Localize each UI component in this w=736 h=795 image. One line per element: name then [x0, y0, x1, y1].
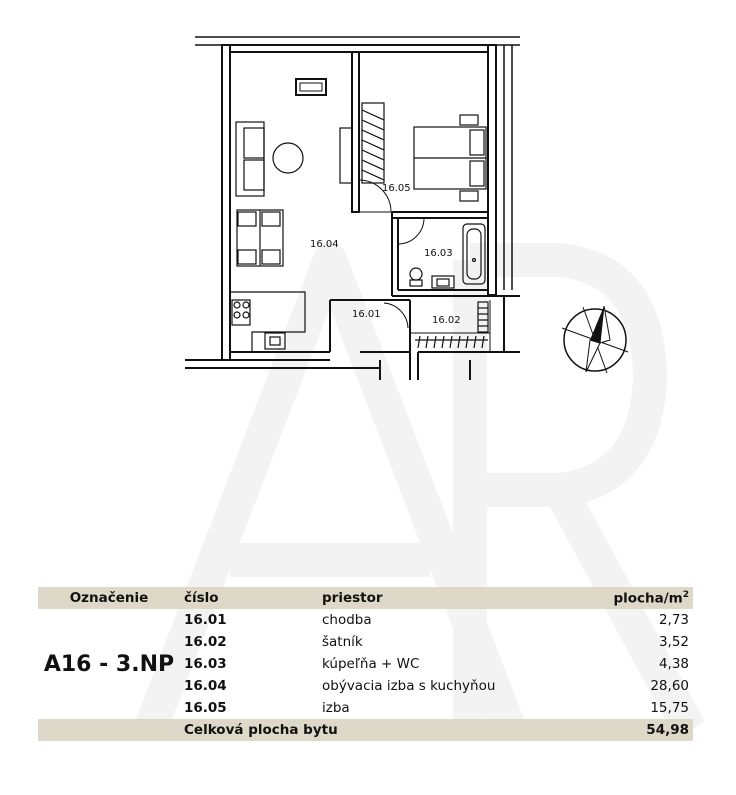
room-name: chodba	[322, 612, 372, 628]
room-number: 16.02	[184, 634, 227, 650]
header-oznacenie: Označenie	[38, 587, 180, 609]
room-name: šatník	[322, 634, 363, 650]
header-priestor: priestor	[318, 587, 575, 609]
room-number: 16.04	[184, 678, 227, 694]
compass-icon	[562, 306, 628, 373]
total-spacer	[38, 719, 180, 741]
room-area: 3,52	[658, 634, 689, 650]
table-row	[38, 609, 693, 631]
header-plocha	[575, 587, 693, 609]
room-label-16-02: 16.02	[432, 315, 461, 326]
room-name: kúpeľňa + WC	[322, 656, 420, 672]
room-label-16-05: 16.05	[382, 183, 411, 194]
room-label-16-03: 16.03	[424, 248, 453, 259]
room-label-16-01: 16.01	[352, 309, 381, 320]
room-label-16-04: 16.04	[310, 239, 339, 250]
room-area: 28,60	[650, 678, 689, 694]
room-number: 16.03	[184, 656, 227, 672]
header-plocha-sup: 2	[682, 589, 689, 600]
room-area: 15,75	[650, 700, 689, 716]
unit-label: A16 - 3.NP	[43, 651, 175, 677]
header-plocha-text: plocha/m	[613, 590, 683, 607]
total-label: Celková plocha bytu	[180, 719, 575, 741]
room-name: obývacia izba s kuchyňou	[322, 678, 496, 694]
legend-header-row	[38, 587, 693, 609]
header-cislo: číslo	[180, 587, 318, 609]
room-number: 16.01	[184, 612, 227, 628]
room-number: 16.05	[184, 700, 227, 716]
room-name: izba	[322, 700, 350, 716]
total-value: 54,98	[575, 719, 693, 741]
legend-total-row	[38, 719, 693, 741]
area-legend-table	[38, 587, 693, 741]
room-area: 4,38	[658, 656, 689, 672]
room-area: 2,73	[658, 612, 689, 628]
